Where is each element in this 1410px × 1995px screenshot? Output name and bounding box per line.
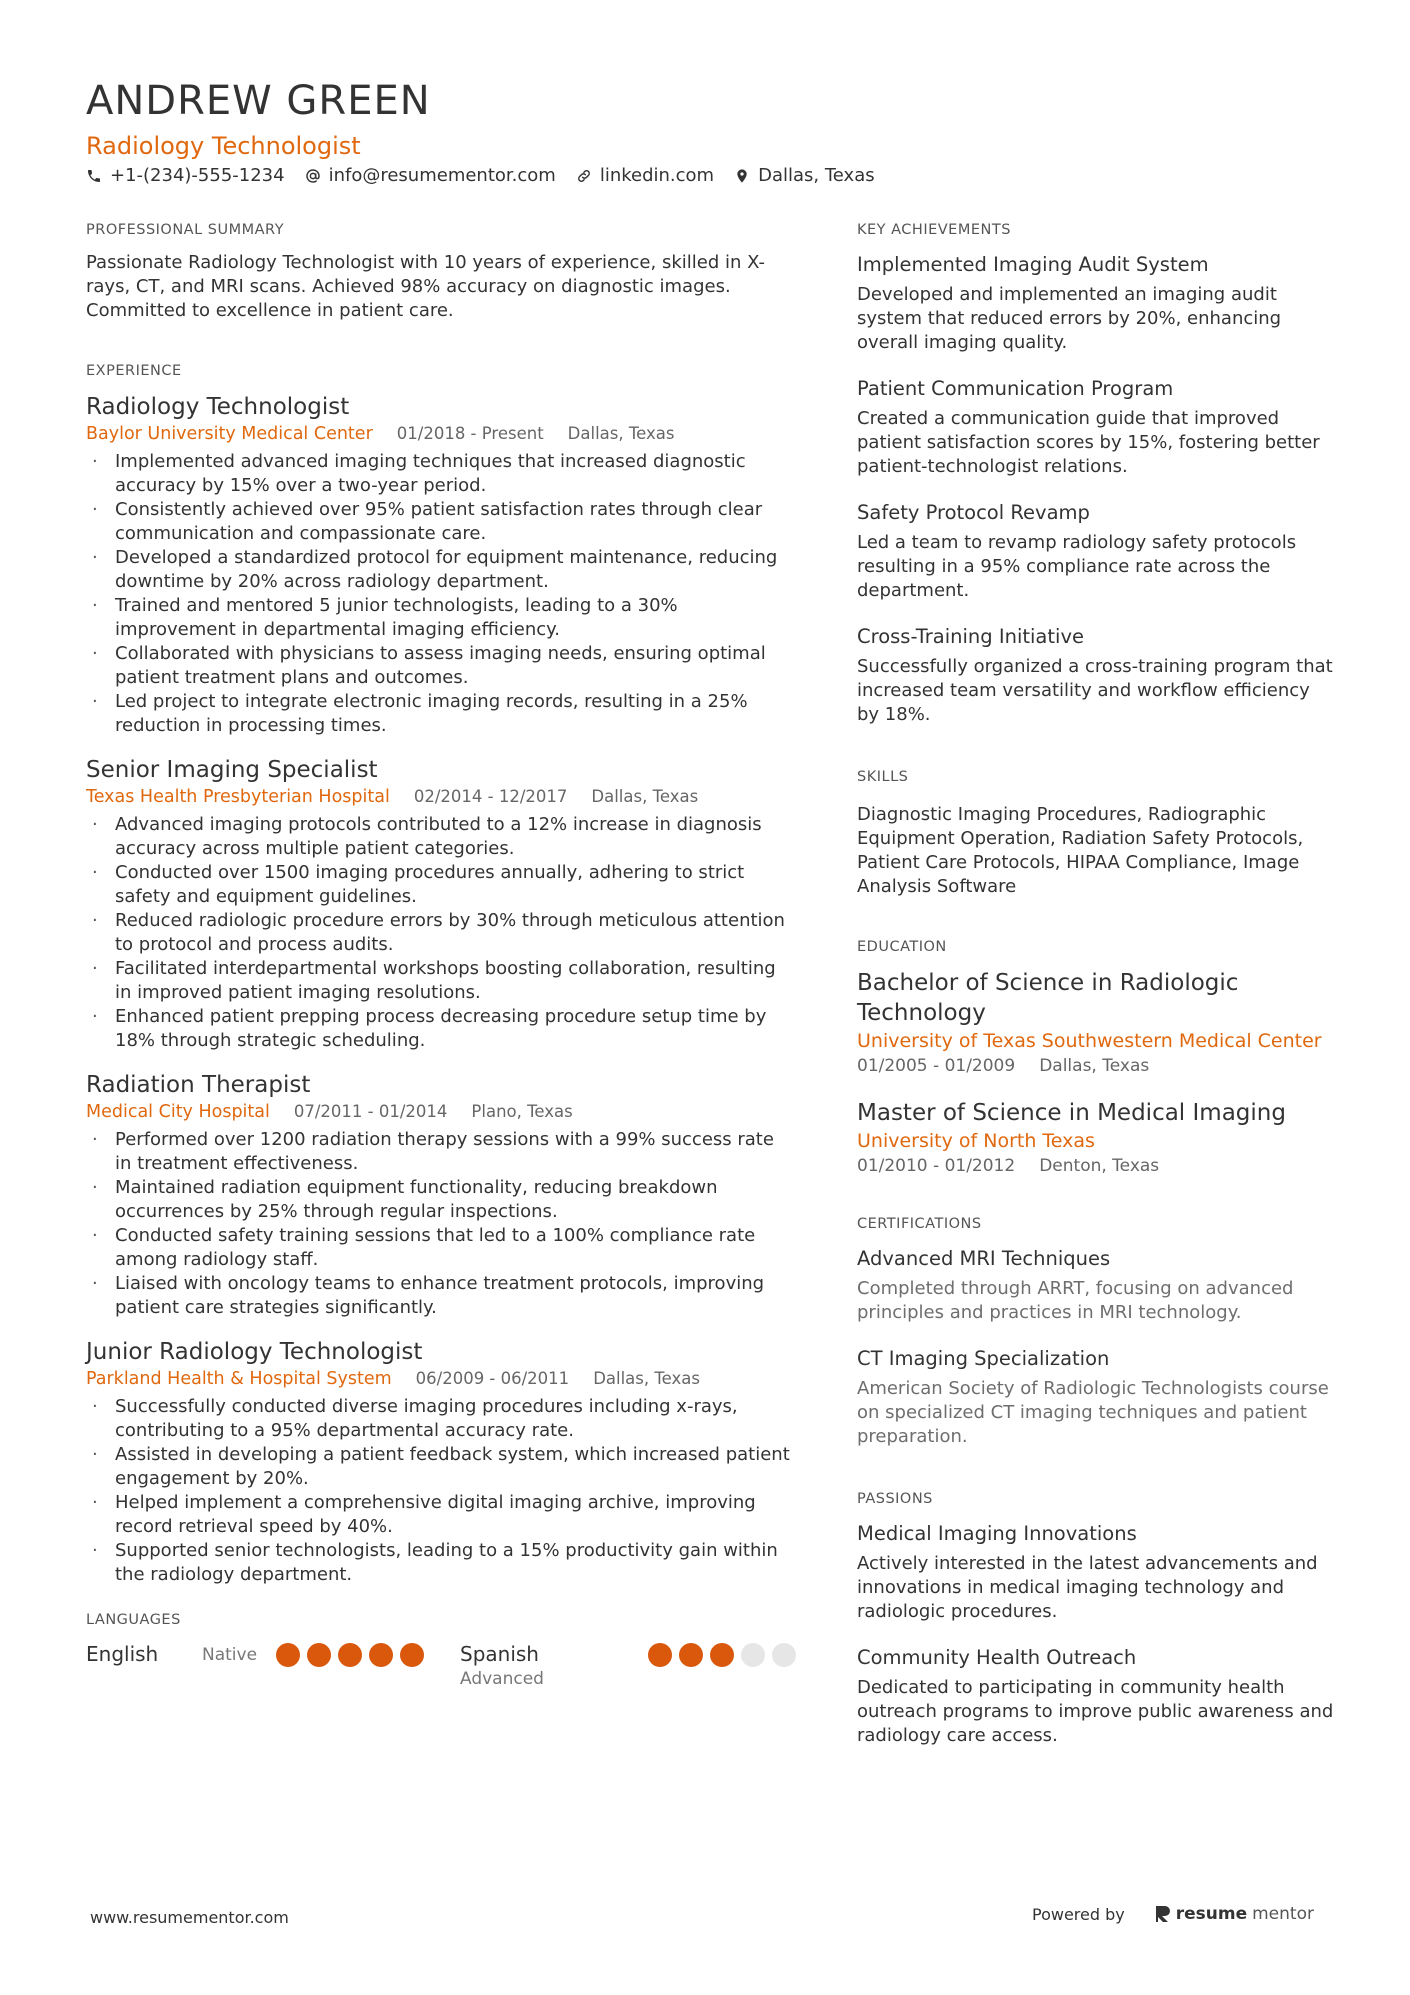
language-label-group xyxy=(460,1641,648,1691)
achievement-item xyxy=(857,499,1337,603)
job-meta xyxy=(86,785,796,809)
rating-dot-filled xyxy=(307,1643,331,1667)
job-entry xyxy=(86,1337,796,1587)
passions-heading: PASSIONS xyxy=(857,1491,933,1507)
achievements-section xyxy=(857,222,1337,727)
contact-linkedin[interactable] xyxy=(576,165,714,186)
language-item xyxy=(86,1641,460,1667)
footer-brand-bold: resume xyxy=(1175,1904,1248,1924)
job-bullets xyxy=(86,450,796,738)
rating-dot-filled xyxy=(710,1643,734,1667)
job-company: Parkland Health & Hospital System xyxy=(86,1369,392,1389)
summary-heading: PROFESSIONAL SUMMARY xyxy=(86,222,285,238)
candidate-title: Radiology Technologist xyxy=(86,132,361,160)
phone-icon xyxy=(86,168,102,184)
certification-text: American Society of Radiologic Technologists course on specialized CT imaging techniques and patient preparation. xyxy=(857,1378,1329,1447)
summary-text: Passionate Radiology Technologist with 10 years of experience, skilled in X-rays, CT, and MRI scans. Achieved 98% accuracy on diagnostic images. Committed to excellence in patient care. xyxy=(86,252,766,321)
footer-powered-by: Powered by xyxy=(1032,1904,1125,1924)
rating-dot-filled xyxy=(338,1643,362,1667)
job-meta xyxy=(86,422,796,446)
passion-title: Medical Imaging Innovations xyxy=(857,1522,1137,1545)
job-bullet: · Liaised with oncology teams to enhance treatment protocols, improving patient care strategies significantly. xyxy=(86,1272,796,1320)
certifications-heading: CERTIFICATIONS xyxy=(857,1216,982,1232)
rating-dot-empty xyxy=(772,1643,796,1667)
job-dates: 02/2014 - 12/2017 xyxy=(413,787,568,806)
footer-branding xyxy=(1032,1904,1314,1924)
footer-brand[interactable] xyxy=(1155,1904,1314,1924)
contact-location xyxy=(734,165,875,186)
language-rating xyxy=(648,1643,796,1667)
job-dates: 07/2011 - 01/2014 xyxy=(293,1102,448,1121)
job-bullet: · Enhanced patient prepping process decreasing procedure setup time by 18% through strategic scheduling. xyxy=(86,1005,796,1053)
job-bullet: · Successfully conducted diverse imaging procedures including x-rays, contributing to a 95% departmental accuracy rate. xyxy=(86,1395,796,1443)
job-bullet: · Conducted over 1500 imaging procedures annually, adhering to strict safety and equipment guidelines. xyxy=(86,861,796,909)
achievement-item xyxy=(857,251,1337,355)
education-location: Denton, Texas xyxy=(1039,1156,1160,1176)
certification-item xyxy=(857,1345,1337,1449)
left-column xyxy=(86,222,796,1731)
skills-section xyxy=(857,769,1337,899)
contact-phone[interactable] xyxy=(86,165,285,186)
job-bullet: · Reduced radiologic procedure errors by 30% through meticulous attention to protocol and process audits. xyxy=(86,909,796,957)
rating-dot-filled xyxy=(400,1643,424,1667)
job-title: Senior Imaging Specialist xyxy=(86,757,378,783)
rating-dot-empty xyxy=(741,1643,765,1667)
at-icon xyxy=(305,168,321,184)
language-rating xyxy=(276,1643,424,1667)
job-bullet: · Trained and mentored 5 junior technologists, leading to a 30% improvement in departmental imaging efficiency. xyxy=(86,594,796,642)
rating-dot-filled xyxy=(648,1643,672,1667)
job-bullet: · Maintained radiation equipment functionality, reducing breakdown occurrences by 25% through regular inspections. xyxy=(86,1176,796,1224)
passions-section xyxy=(857,1491,1337,1748)
languages-heading: LANGUAGES xyxy=(86,1612,181,1628)
education-dates: 01/2010 - 01/2012 xyxy=(857,1156,1016,1176)
achievement-title: Implemented Imaging Audit System xyxy=(857,253,1209,276)
job-location: Dallas, Texas xyxy=(593,1369,700,1388)
job-company: Baylor University Medical Center xyxy=(86,424,373,444)
passion-text: Actively interested in the latest advancements and innovations in medical imaging technology and radiologic procedures. xyxy=(857,1553,1318,1622)
language-name: Spanish xyxy=(460,1642,539,1666)
rating-dot-filled xyxy=(369,1643,393,1667)
job-bullet: · Conducted safety training sessions that led to a 100% compliance rate among radiology staff. xyxy=(86,1224,796,1272)
education-item xyxy=(857,968,1337,1078)
passion-title: Community Health Outreach xyxy=(857,1646,1137,1669)
job-bullet: · Facilitated interdepartmental workshops boosting collaboration, resulting in improved patient imaging resolutions. xyxy=(86,957,796,1005)
passion-item xyxy=(857,1644,1337,1748)
job-title: Radiation Therapist xyxy=(86,1072,311,1098)
achievement-title: Safety Protocol Revamp xyxy=(857,501,1090,524)
job-bullet: · Led project to integrate electronic imaging records, resulting in a 25% reduction in processing times. xyxy=(86,690,796,738)
education-school: University of Texas Southwestern Medical Center xyxy=(857,1030,1322,1052)
education-degree: Master of Science in Medical Imaging xyxy=(857,1100,1286,1126)
job-bullets xyxy=(86,1128,796,1320)
education-section xyxy=(857,939,1337,1178)
job-title: Radiology Technologist xyxy=(86,394,350,420)
link-icon xyxy=(576,168,592,184)
location-pin-icon xyxy=(734,168,750,184)
job-bullets xyxy=(86,813,796,1053)
job-bullet: · Supported senior technologists, leading to a 15% productivity gain within the radiology department. xyxy=(86,1539,796,1587)
certification-item xyxy=(857,1245,1337,1325)
skills-text: Diagnostic Imaging Procedures, Radiographic Equipment Operation, Radiation Safety Protocols, Patient Care Protocols, HIPAA Compliance, Image Analysis Software xyxy=(857,804,1304,897)
achievement-item xyxy=(857,375,1337,479)
job-location: Plano, Texas xyxy=(471,1102,573,1121)
job-entry xyxy=(86,755,796,1053)
education-dates: 01/2005 - 01/2009 xyxy=(857,1056,1016,1076)
job-company: Texas Health Presbyterian Hospital xyxy=(86,787,390,807)
contact-phone-text: +1-(234)-555-1234 xyxy=(110,165,285,186)
job-dates: 06/2009 - 06/2011 xyxy=(415,1369,570,1388)
achievement-title: Patient Communication Program xyxy=(857,377,1174,400)
experience-section xyxy=(86,363,796,1587)
contact-location-text: Dallas, Texas xyxy=(758,165,875,186)
education-meta xyxy=(857,1154,1337,1178)
job-location: Dallas, Texas xyxy=(591,787,699,806)
education-heading: EDUCATION xyxy=(857,939,947,955)
job-bullet: · Implemented advanced imaging techniques that increased diagnostic accuracy by 15% over a two-year period. xyxy=(86,450,796,498)
job-bullet: · Assisted in developing a patient feedback system, which increased patient engagement by 20%. xyxy=(86,1443,796,1491)
contact-email-text: info@resumementor.com xyxy=(328,165,556,186)
job-bullet: · Advanced imaging protocols contributed to a 12% increase in diagnosis accuracy across multiple patient categories. xyxy=(86,813,796,861)
job-bullet: · Developed a standardized protocol for equipment maintenance, reducing downtime by 20% across radiology department. xyxy=(86,546,796,594)
rating-dot-filled xyxy=(679,1643,703,1667)
job-company: Medical City Hospital xyxy=(86,1102,270,1122)
achievement-text: Developed and implemented an imaging audit system that reduced errors by 20%, enhancing overall imaging quality. xyxy=(857,284,1282,353)
certification-text: Completed through ARRT, focusing on advanced principles and practices in MRI technology. xyxy=(857,1278,1294,1323)
candidate-name: ANDREW GREEN xyxy=(86,78,431,124)
education-meta xyxy=(857,1054,1337,1078)
passion-item xyxy=(857,1520,1337,1624)
language-level: Native xyxy=(202,1645,258,1665)
passion-text: Dedicated to participating in community health outreach programs to improve public awareness and radiology care access. xyxy=(857,1677,1334,1746)
job-meta xyxy=(86,1367,796,1391)
experience-heading: EXPERIENCE xyxy=(86,363,182,379)
education-school: University of North Texas xyxy=(857,1130,1095,1152)
footer-brand-rest: mentor xyxy=(1252,1904,1314,1924)
contact-linkedin-text: linkedin.com xyxy=(599,165,715,186)
job-bullet: · Collaborated with physicians to assess imaging needs, ensuring optimal patient treatment plans and outcomes. xyxy=(86,642,796,690)
job-meta xyxy=(86,1100,796,1124)
certifications-section xyxy=(857,1216,1337,1449)
education-location: Dallas, Texas xyxy=(1039,1056,1150,1076)
job-title: Junior Radiology Technologist xyxy=(86,1339,423,1365)
education-item xyxy=(857,1098,1337,1178)
contact-bar xyxy=(86,165,875,186)
certification-title: Advanced MRI Techniques xyxy=(857,1247,1111,1270)
achievement-text: Created a communication guide that improved patient satisfaction scores by 15%, fostering better patient-technologist relations. xyxy=(857,408,1320,477)
job-bullet: · Helped implement a comprehensive digital imaging archive, improving record retrieval speed by 40%. xyxy=(86,1491,796,1539)
job-bullet: · Performed over 1200 radiation therapy sessions with a 99% success rate in treatment effectiveness. xyxy=(86,1128,796,1176)
job-dates: 01/2018 - Present xyxy=(396,424,544,443)
contact-email[interactable] xyxy=(305,165,556,186)
language-name: English xyxy=(86,1642,159,1666)
footer-website[interactable]: www.resumementor.com xyxy=(90,1908,289,1927)
achievement-text: Led a team to revamp radiology safety protocols resulting in a 95% compliance rate across the department. xyxy=(857,532,1297,601)
achievements-heading: KEY ACHIEVEMENTS xyxy=(857,222,1011,238)
job-bullets xyxy=(86,1395,796,1587)
resumementor-logo-icon xyxy=(1155,1905,1171,1923)
skills-heading: SKILLS xyxy=(857,769,909,785)
education-degree: Bachelor of Science in Radiologic Technology xyxy=(857,970,1239,1026)
job-bullet: · Consistently achieved over 95% patient satisfaction rates through clear communication and compassionate care. xyxy=(86,498,796,546)
right-column xyxy=(857,222,1337,1788)
language-item xyxy=(460,1641,796,1691)
summary-section xyxy=(86,222,796,323)
rating-dot-filled xyxy=(276,1643,300,1667)
language-level: Advanced xyxy=(460,1669,544,1689)
achievement-title: Cross-Training Initiative xyxy=(857,625,1084,648)
languages-section xyxy=(86,1612,796,1691)
certification-title: CT Imaging Specialization xyxy=(857,1347,1110,1370)
job-entry xyxy=(86,392,796,738)
achievement-item xyxy=(857,623,1337,727)
achievement-text: Successfully organized a cross-training program that increased team versatility and workflow efficiency by 18%. xyxy=(857,656,1333,725)
job-location: Dallas, Texas xyxy=(567,424,675,443)
job-entry xyxy=(86,1070,796,1320)
languages-list xyxy=(86,1641,796,1691)
